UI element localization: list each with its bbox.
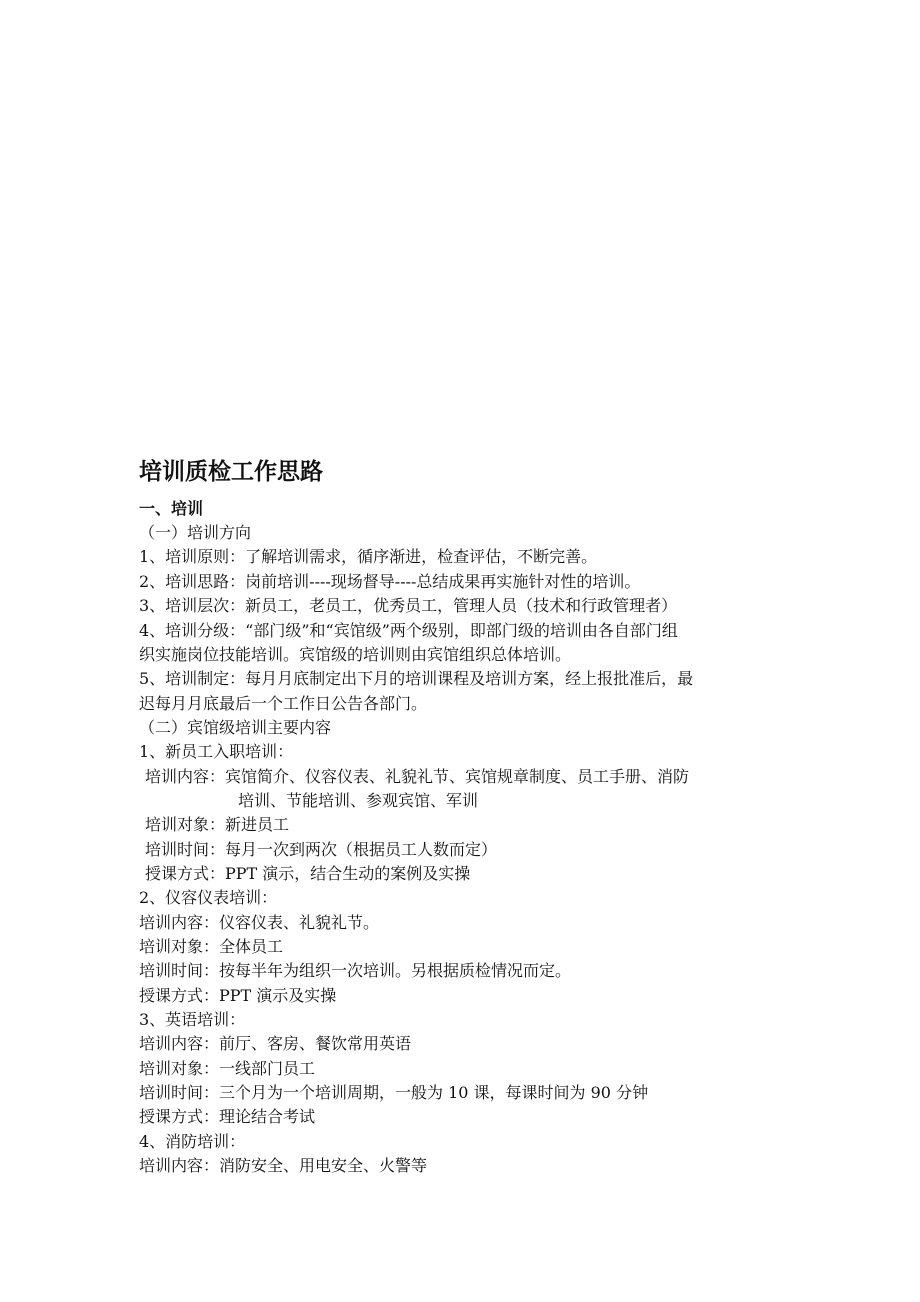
paragraph: 5、培训制定：每月月底制定出下月的培训课程及培训方案，经上报批准后，最: [139, 669, 694, 688]
paragraph: 4、培训分级：“部门级”和“宾馆级”两个级别，即部门级的培训由各自部门组: [139, 621, 678, 640]
item-heading: 3、英语培训：: [139, 1010, 246, 1029]
item-detail: 培训内容：仪容仪表、礼貌礼节。: [139, 913, 380, 932]
item-detail: 授课方式：理论结合考试: [139, 1107, 316, 1126]
paragraph: 3、培训层次：新员工，老员工，优秀员工，管理人员（技术和行政管理者）: [139, 596, 678, 615]
item-detail: 授课方式：PPT 演示，结合生动的案例及实操: [145, 864, 471, 883]
item-detail: 培训时间：按每半年为组织一次培训。另根据质检情况而定。: [139, 961, 572, 980]
item-detail: 培训内容：前厅、客房、餐饮常用英语: [139, 1034, 412, 1053]
paragraph: 2、培训思路：岗前培训----现场督导----总结成果再实施针对性的培训。: [139, 572, 641, 591]
item-detail: 培训内容：宾馆简介、仪容仪表、礼貌礼节、宾馆规章制度、员工手册、消防: [145, 767, 690, 786]
paragraph: 1、培训原则：了解培训需求，循序渐进，检查评估，不断完善。: [139, 547, 598, 566]
subsection-heading: （一）培训方向: [139, 523, 252, 542]
item-detail: 培训对象：全体员工: [139, 937, 284, 956]
document-title: 培训质检工作思路: [139, 459, 323, 485]
subsection-heading: （二）宾馆级培训主要内容: [139, 718, 332, 737]
section-heading: 一、培训: [139, 499, 204, 518]
item-heading: 4、消防培训：: [139, 1132, 246, 1151]
item-heading: 1、新员工入职培训：: [139, 742, 294, 761]
paragraph: 织实施岗位技能培训。宾馆级的培训则由宾馆组织总体培训。: [139, 645, 572, 664]
item-heading: 2、仪容仪表培训：: [139, 888, 278, 907]
item-detail: 培训时间：每月一次到两次（根据员工人数而定）: [145, 840, 498, 859]
item-detail: 培训、节能培训、参观宾馆、军训: [238, 791, 479, 810]
item-detail: 授课方式：PPT 演示及实操: [139, 986, 337, 1005]
item-detail: 培训内容：消防安全、用电安全、火警等: [139, 1156, 428, 1175]
item-detail: 培训对象：新进员工: [145, 815, 290, 834]
item-detail: 培训时间：三个月为一个培训周期，一般为 10 课，每课时间为 90 分钟: [139, 1083, 649, 1102]
item-detail: 培训对象：一线部门员工: [139, 1059, 316, 1078]
paragraph: 迟每月月底最后一个工作日公告各部门。: [139, 694, 428, 713]
